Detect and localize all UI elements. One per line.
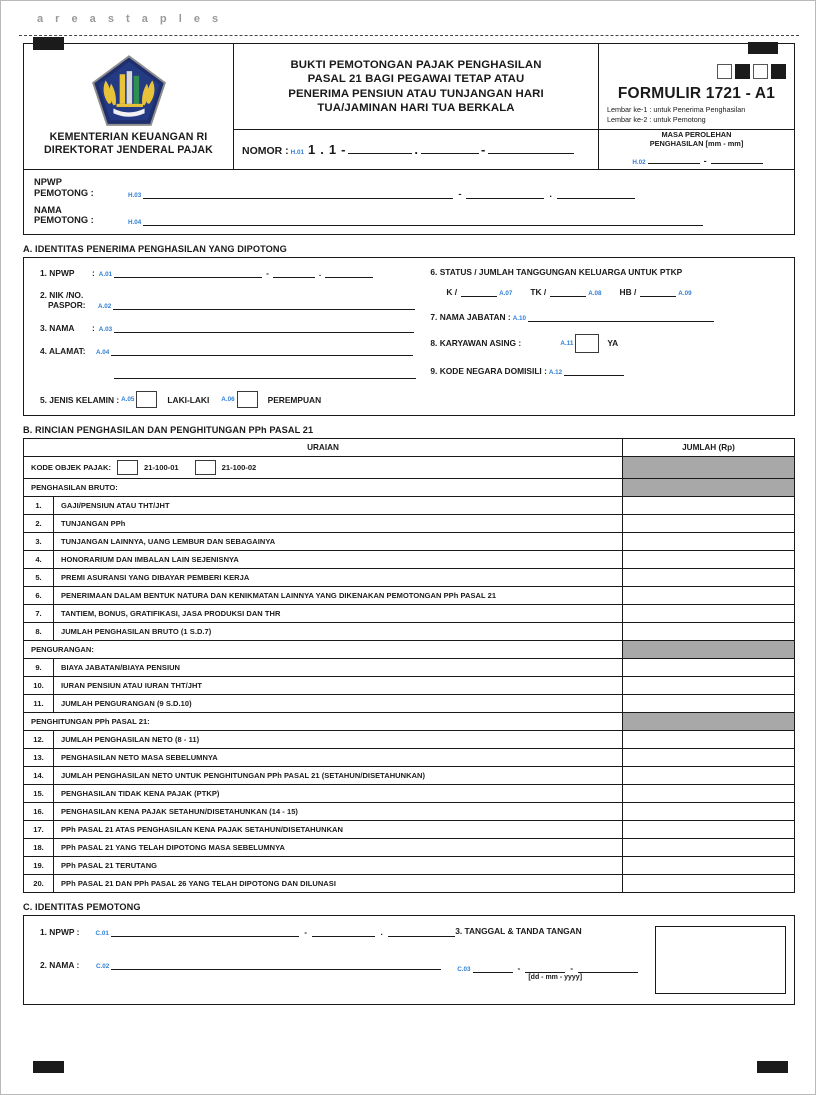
code-box-4 bbox=[771, 64, 786, 79]
row-text: JUMLAH PENGURANGAN (9 S.D.10) bbox=[54, 695, 623, 713]
group-header-penghitungan: PENGHITUNGAN PPh PASAL 21: bbox=[24, 713, 623, 731]
gender-female-code: A.06 bbox=[221, 396, 235, 404]
status-k-input[interactable] bbox=[461, 286, 497, 297]
field-kode-negara bbox=[430, 365, 782, 376]
table-row-kode-objek bbox=[24, 457, 795, 479]
form-code-boxes bbox=[607, 64, 786, 79]
tanggal-dash-2: - bbox=[570, 963, 574, 974]
gender-female-checkbox[interactable] bbox=[237, 391, 258, 408]
registration-mark-top-right bbox=[748, 42, 778, 54]
row-amount-input[interactable] bbox=[623, 785, 795, 803]
group-header-pengurangan: PENGURANGAN: bbox=[24, 641, 623, 659]
section-b-heading: B. RINCIAN PENGHASILAN DAN PENGHITUNGAN PPh PASAL 21 bbox=[23, 425, 314, 436]
tanggal-month-input[interactable] bbox=[525, 962, 565, 973]
field-jenis-kelamin bbox=[40, 391, 416, 408]
alamat-code: A.04 bbox=[96, 349, 110, 357]
alamat-input-line-1[interactable] bbox=[111, 345, 413, 356]
table-group-bruto bbox=[24, 479, 795, 497]
npwp-penerima-input-1[interactable] bbox=[114, 267, 262, 278]
row-number: 11. bbox=[24, 695, 54, 713]
row-number: 3. bbox=[24, 533, 54, 551]
nomor-label: NOMOR : bbox=[242, 145, 289, 158]
nama-jabatan-label: 7. NAMA JABATAN : bbox=[430, 311, 511, 322]
row-amount-input[interactable] bbox=[623, 605, 795, 623]
status-tk-input[interactable] bbox=[550, 286, 586, 297]
nik-paspor-code: A.02 bbox=[98, 303, 112, 311]
row-number: 20. bbox=[24, 875, 54, 893]
npwp-pemotong-c-dash: - bbox=[304, 927, 307, 938]
table-row bbox=[24, 659, 795, 677]
masa-input-to[interactable] bbox=[711, 153, 763, 164]
row-number: 12. bbox=[24, 731, 54, 749]
kode-objek-checkbox-2[interactable] bbox=[195, 460, 216, 475]
row-amount-input[interactable] bbox=[623, 677, 795, 695]
code-box-2 bbox=[735, 64, 750, 79]
tanggal-day-input[interactable] bbox=[473, 962, 513, 973]
table-row bbox=[24, 803, 795, 821]
field-nama-penerima bbox=[40, 322, 416, 333]
nomor-digit-2: 1 bbox=[328, 142, 338, 158]
table-row bbox=[24, 785, 795, 803]
npwp-pemotong-c-code: C.01 bbox=[95, 930, 109, 938]
field-karyawan-asing bbox=[430, 334, 782, 353]
row-number: 9. bbox=[24, 659, 54, 677]
group-header-bruto: PENGHASILAN BRUTO: bbox=[24, 479, 623, 497]
nik-paspor-label-2: PASPOR: bbox=[48, 300, 86, 311]
section-c-left-column bbox=[24, 926, 455, 994]
row-text: PPh PASAL 21 YANG TELAH DIPOTONG MASA SEBELUMNYA bbox=[54, 839, 623, 857]
table-group-penghitungan bbox=[24, 713, 795, 731]
kode-negara-input[interactable] bbox=[564, 365, 624, 376]
form-header-table bbox=[23, 43, 795, 170]
nomor-input-part-2[interactable] bbox=[421, 143, 479, 154]
kode-objek-checkbox-1[interactable] bbox=[117, 460, 138, 475]
karyawan-asing-ya-label: YA bbox=[607, 338, 619, 349]
table-row bbox=[24, 821, 795, 839]
kode-objek-amount-cell bbox=[623, 457, 795, 479]
section-b-body bbox=[24, 457, 795, 893]
row-amount-input[interactable] bbox=[623, 749, 795, 767]
nomor-field-code: H.01 bbox=[290, 149, 304, 157]
nama-pemotong-c-input[interactable] bbox=[111, 959, 441, 970]
gender-male-label: LAKI-LAKI bbox=[167, 394, 210, 405]
row-amount-input[interactable] bbox=[623, 731, 795, 749]
npwp-penerima-input-2[interactable] bbox=[273, 267, 315, 278]
row-text: HONORARIUM DAN IMBALAN LAIN SEJENISNYA bbox=[54, 551, 623, 569]
nomor-dot: . bbox=[320, 142, 325, 158]
kode-negara-label: 9. KODE NEGARA DOMISILI : bbox=[430, 365, 547, 376]
row-number: 5. bbox=[24, 569, 54, 587]
row-amount-input[interactable] bbox=[623, 659, 795, 677]
pemotong-identity-block bbox=[23, 170, 795, 235]
karyawan-asing-checkbox[interactable] bbox=[575, 334, 599, 353]
field-nama-pemotong-c bbox=[40, 959, 455, 970]
row-number: 4. bbox=[24, 551, 54, 569]
nomor-input-part-1[interactable] bbox=[348, 143, 412, 154]
row-amount-input[interactable] bbox=[623, 839, 795, 857]
signature-box[interactable] bbox=[655, 926, 786, 994]
row-number: 10. bbox=[24, 677, 54, 695]
npwp-penerima-dot: . bbox=[318, 267, 322, 278]
row-text: PENGHASILAN TIDAK KENA PAJAK (PTKP) bbox=[54, 785, 623, 803]
kode-objek-value-2: 21-100-02 bbox=[221, 463, 257, 473]
section-a-left-column bbox=[24, 267, 424, 408]
nama-pemotong-c-label: 2. NAMA : bbox=[40, 960, 80, 971]
table-row bbox=[24, 533, 795, 551]
row-amount-input[interactable] bbox=[623, 587, 795, 605]
table-group-pengurangan bbox=[24, 641, 795, 659]
karyawan-asing-code: A.11 bbox=[560, 339, 574, 347]
npwp-pemotong-c-input-2[interactable] bbox=[312, 926, 375, 937]
title-line-1: BUKTI PEMOTONGAN PAJAK PENGHASILAN bbox=[290, 58, 542, 71]
row-text: PENGHASILAN KENA PAJAK SETAHUN/DISETAHUNKAN (14 - 15) bbox=[54, 803, 623, 821]
table-row bbox=[24, 677, 795, 695]
field-nama-jabatan bbox=[430, 311, 782, 322]
registration-mark-bottom-right bbox=[757, 1061, 788, 1073]
section-c-box bbox=[23, 915, 795, 1005]
gender-female-label: PEREMPUAN bbox=[267, 394, 322, 405]
row-amount-input[interactable] bbox=[623, 551, 795, 569]
npwp-pemotong-c-dot: . bbox=[380, 927, 383, 938]
nik-paspor-label-1: 2. NIK /NO. bbox=[40, 289, 84, 300]
section-a-box bbox=[23, 257, 795, 416]
nama-pemotong-row bbox=[34, 205, 784, 226]
row-number: 13. bbox=[24, 749, 54, 767]
nama-penerima-input[interactable] bbox=[114, 322, 414, 333]
section-c-heading: C. IDENTITAS PEMOTONG bbox=[23, 902, 141, 913]
tear-line bbox=[19, 35, 799, 36]
npwp-penerima-code: A.01 bbox=[98, 270, 113, 278]
row-text: TANTIEM, BONUS, GRATIFIKASI, JASA PRODUKSI DAN THR bbox=[54, 605, 623, 623]
nomor-digit-1: 1 bbox=[307, 142, 317, 158]
table-row bbox=[24, 497, 795, 515]
row-text: PENERIMAAN DALAM BENTUK NATURA DAN KENIKMATAN LAINNYA YANG DIKENAKAN PEMOTONGAN PPh PASAL 21 bbox=[54, 587, 623, 605]
row-text: PPh PASAL 21 DAN PPh PASAL 26 YANG TELAH DIPOTONG DAN DILUNASI bbox=[54, 875, 623, 893]
row-number: 16. bbox=[24, 803, 54, 821]
nama-penerima-label: 3. NAMA bbox=[40, 323, 75, 334]
alamat-label: 4. ALAMAT: bbox=[40, 346, 86, 357]
form-container bbox=[23, 43, 795, 1005]
row-text: PENGHASILAN NETO MASA SEBELUMNYA bbox=[54, 749, 623, 767]
form-number-cell bbox=[599, 44, 795, 130]
table-row bbox=[24, 695, 795, 713]
row-text: PPh PASAL 21 TERUTANG bbox=[54, 857, 623, 875]
row-number: 15. bbox=[24, 785, 54, 803]
gender-male-code: A.05 bbox=[121, 396, 135, 404]
row-text: PREMI ASURANSI YANG DIBAYAR PEMBERI KERJA bbox=[54, 569, 623, 587]
table-row bbox=[24, 731, 795, 749]
row-amount-input[interactable] bbox=[623, 803, 795, 821]
lembar-line-2: Lembar ke-2 : untuk Pemotong bbox=[607, 114, 706, 124]
status-tk-code: A.08 bbox=[588, 289, 602, 297]
status-ptkp-fields bbox=[430, 286, 782, 297]
field-alamat-line2 bbox=[40, 368, 416, 379]
row-amount-input[interactable] bbox=[623, 623, 795, 641]
npwp-pemotong-label-2: PEMOTONG : bbox=[34, 187, 94, 198]
section-c-right-column bbox=[455, 926, 794, 994]
npwp-pemotong-input-1[interactable] bbox=[143, 188, 453, 199]
row-text: BIAYA JABATAN/BIAYA PENSIUN bbox=[54, 659, 623, 677]
nama-pemotong-label-1: NAMA bbox=[34, 204, 62, 215]
status-hb-code: A.09 bbox=[678, 289, 692, 297]
row-amount-input[interactable] bbox=[623, 533, 795, 551]
field-npwp-pemotong-c bbox=[40, 926, 455, 937]
npwp-pemotong-code: H.03 bbox=[128, 191, 142, 199]
table-row bbox=[24, 857, 795, 875]
table-row bbox=[24, 515, 795, 533]
row-number: 8. bbox=[24, 623, 54, 641]
gender-male-checkbox[interactable] bbox=[136, 391, 157, 408]
row-amount-input[interactable] bbox=[623, 767, 795, 785]
row-amount-input[interactable] bbox=[623, 695, 795, 713]
djp-logo-icon bbox=[90, 54, 168, 128]
npwp-pemotong-c-input-1[interactable] bbox=[111, 926, 299, 937]
row-number: 17. bbox=[24, 821, 54, 839]
field-alamat bbox=[40, 345, 416, 356]
row-number: 1. bbox=[24, 497, 54, 515]
npwp-penerima-colon: : bbox=[92, 267, 95, 278]
title-line-4: TUA/JAMINAN HARI TUA BERKALA bbox=[317, 102, 515, 115]
group-penghitungan-amount-cell bbox=[623, 713, 795, 731]
tanggal-dash-1: - bbox=[517, 963, 521, 974]
npwp-pemotong-c-label: 1. NPWP : bbox=[40, 927, 80, 938]
ministry-line-2: DIREKTORAT JENDERAL PAJAK bbox=[44, 144, 213, 157]
row-amount-input[interactable] bbox=[623, 569, 795, 587]
tanggal-year-input[interactable] bbox=[578, 962, 638, 973]
row-text: TUNJANGAN PPh bbox=[54, 515, 623, 533]
code-box-3 bbox=[753, 64, 768, 79]
group-bruto-amount-cell bbox=[623, 479, 795, 497]
lembar-line-1: Lembar ke-1 : untuk Penerima Penghasilan bbox=[607, 105, 746, 114]
npwp-pemotong-row bbox=[34, 177, 784, 198]
status-hb-label: HB / bbox=[619, 286, 637, 297]
nomor-sep-dot: . bbox=[414, 142, 420, 158]
nama-pemotong-label-2: PEMOTONG : bbox=[34, 215, 94, 226]
npwp-penerima-label: 1. NPWP bbox=[40, 267, 75, 278]
row-text: PPh PASAL 21 ATAS PENGHASILAN KENA PAJAK SETAHUN/DISETAHUNKAN bbox=[54, 821, 623, 839]
status-hb-input[interactable] bbox=[640, 286, 676, 297]
row-amount-input[interactable] bbox=[623, 857, 795, 875]
row-number: 7. bbox=[24, 605, 54, 623]
npwp-pemotong-input-3[interactable] bbox=[557, 188, 635, 199]
status-k-label: K / bbox=[446, 286, 458, 297]
section-a-right-column bbox=[424, 267, 794, 408]
table-row bbox=[24, 875, 795, 893]
alamat-input-line-2[interactable] bbox=[114, 368, 416, 379]
masa-perolehan-cell bbox=[599, 130, 795, 170]
field-nik-paspor bbox=[40, 290, 416, 310]
table-row bbox=[24, 623, 795, 641]
masa-line-1: MASA PEROLEHAN bbox=[661, 130, 732, 140]
status-k-code: A.07 bbox=[499, 289, 513, 297]
masa-line-2: PENGHASILAN [mm - mm] bbox=[649, 139, 744, 149]
tanggal-fields bbox=[455, 962, 655, 973]
nik-paspor-input[interactable] bbox=[113, 299, 415, 310]
nama-penerima-colon: : bbox=[92, 323, 95, 334]
row-amount-input[interactable] bbox=[623, 515, 795, 533]
nama-pemotong-input[interactable] bbox=[143, 215, 703, 226]
nomor-sep-dash: - bbox=[481, 142, 487, 158]
kode-objek-label: KODE OBJEK PAJAK: bbox=[31, 463, 112, 473]
row-text: TUNJANGAN LAINNYA, UANG LEMBUR DAN SEBAGAINYA bbox=[54, 533, 623, 551]
npwp-penerima-dash: - bbox=[266, 267, 269, 278]
table-row bbox=[24, 569, 795, 587]
masa-input-from[interactable] bbox=[648, 153, 700, 164]
karyawan-asing-label: 8. KARYAWAN ASING : bbox=[430, 338, 522, 349]
nomor-cell bbox=[234, 130, 599, 170]
masa-field-code: H.02 bbox=[632, 159, 646, 167]
nama-jabatan-code: A.10 bbox=[512, 314, 527, 322]
registration-mark-bottom-left bbox=[33, 1061, 64, 1073]
row-text: IURAN PENSIUN ATAU IURAN THT/JHT bbox=[54, 677, 623, 695]
row-text: GAJI/PENSIUN ATAU THT/JHT bbox=[54, 497, 623, 515]
row-amount-input[interactable] bbox=[623, 821, 795, 839]
status-ptkp-label: 6. STATUS / JUMLAH TANGGUNGAN KELUARGA UNTUK PTKP bbox=[430, 266, 683, 277]
nomor-input-part-3[interactable] bbox=[488, 143, 574, 154]
tanggal-code: C.03 bbox=[457, 966, 471, 974]
nama-penerima-code: A.03 bbox=[98, 326, 113, 334]
row-number: 19. bbox=[24, 857, 54, 875]
row-text: JUMLAH PENGHASILAN NETO UNTUK PENGHITUNGAN PPh PASAL 21 (SETAHUN/DISETAHUNKAN) bbox=[54, 767, 623, 785]
row-amount-input[interactable] bbox=[623, 875, 795, 893]
row-number: 18. bbox=[24, 839, 54, 857]
row-text: JUMLAH PENGHASILAN BRUTO (1 S.D.7) bbox=[54, 623, 623, 641]
row-number: 14. bbox=[24, 767, 54, 785]
npwp-pemotong-dash: - bbox=[458, 188, 462, 199]
npwp-pemotong-input-2[interactable] bbox=[466, 188, 544, 199]
table-row bbox=[24, 839, 795, 857]
form-title-cell bbox=[234, 44, 599, 130]
nama-jabatan-input[interactable] bbox=[528, 311, 714, 322]
section-a-heading: A. IDENTITAS PENERIMA PENGHASILAN YANG DIPOTONG bbox=[23, 243, 287, 254]
row-number: 2. bbox=[24, 515, 54, 533]
masa-separator: - bbox=[703, 156, 707, 167]
npwp-pemotong-c-input-3[interactable] bbox=[388, 926, 455, 937]
logo-cell bbox=[24, 44, 234, 170]
nama-pemotong-code: H.04 bbox=[128, 218, 142, 226]
table-header-row bbox=[24, 439, 795, 457]
row-number: 6. bbox=[24, 587, 54, 605]
ministry-line-1: KEMENTERIAN KEUANGAN RI bbox=[49, 131, 208, 144]
column-header-jumlah: JUMLAH (Rp) bbox=[623, 439, 795, 457]
nomor-dash: - bbox=[341, 142, 347, 158]
date-format-hint: [dd - mm - yyyy] bbox=[528, 974, 583, 982]
status-tk-label: TK / bbox=[530, 286, 547, 297]
table-row bbox=[24, 551, 795, 569]
column-header-uraian: URAIAN bbox=[24, 439, 623, 457]
staples-area-label: a r e a s t a p l e s bbox=[37, 13, 223, 25]
tanggal-tanda-tangan-label: 3. TANGGAL & TANDA TANGAN bbox=[455, 926, 582, 937]
title-line-2: PASAL 21 BAGI PEGAWAI TETAP ATAU bbox=[307, 73, 525, 86]
nama-pemotong-c-code: C.02 bbox=[96, 963, 110, 971]
row-amount-input[interactable] bbox=[623, 497, 795, 515]
group-pengurangan-amount-cell bbox=[623, 641, 795, 659]
kode-negara-code: A.12 bbox=[548, 368, 563, 376]
formulir-label: FORMULIR 1721 - A1 bbox=[617, 85, 776, 102]
table-row bbox=[24, 605, 795, 623]
row-text: JUMLAH PENGHASILAN NETO (8 - 11) bbox=[54, 731, 623, 749]
npwp-pemotong-label-1: NPWP bbox=[34, 177, 62, 188]
table-row bbox=[24, 587, 795, 605]
npwp-penerima-input-3[interactable] bbox=[325, 267, 373, 278]
field-npwp-penerima bbox=[40, 267, 416, 278]
nik-paspor-label bbox=[40, 290, 96, 310]
kode-objek-value-1: 21-100-01 bbox=[144, 463, 179, 473]
section-b-table bbox=[23, 438, 795, 893]
title-line-3: PENERIMA PENSIUN ATAU TUNJANGAN HARI bbox=[288, 87, 544, 100]
table-row bbox=[24, 749, 795, 767]
jenis-kelamin-label: 5. JENIS KELAMIN : bbox=[40, 394, 120, 405]
code-box-1 bbox=[717, 64, 732, 79]
table-row bbox=[24, 767, 795, 785]
npwp-pemotong-dot: . bbox=[549, 188, 553, 199]
